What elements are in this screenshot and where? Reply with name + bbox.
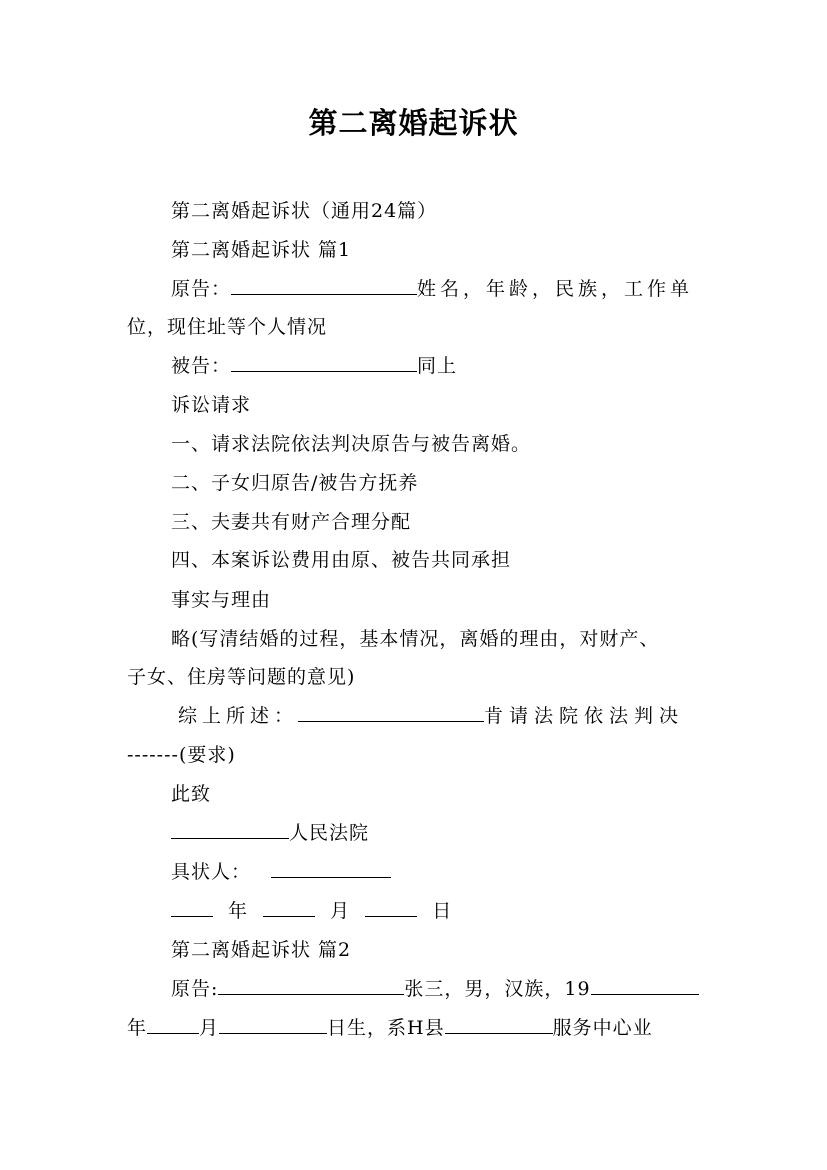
date-day-label: 日	[432, 900, 453, 922]
section-2-heading: 第二离婚起诉状 篇2	[171, 939, 352, 961]
claim-item-4: 四、本案诉讼费用由原、被告共同承担	[171, 549, 512, 571]
plaintiff-name-blank	[231, 276, 417, 295]
date-month-label: 月	[330, 900, 351, 922]
section-1-heading: 第二离婚起诉状 篇1	[171, 239, 352, 261]
plaintiff2-description: 张三，男，汉族，19	[404, 978, 591, 1000]
workplace-suffix: 服务中心业	[552, 1017, 653, 1039]
birth-month-label: 月	[199, 1017, 220, 1039]
plaintiff-description: 姓名，年龄，民族，工作单	[417, 278, 694, 300]
date-year-blank	[171, 898, 213, 917]
subtitle: 第二离婚起诉状（通用24篇）	[171, 200, 438, 222]
facts-line-2: 子女、住房等问题的意见)	[127, 666, 356, 688]
summary-line-2: -------(要求)	[127, 744, 236, 766]
birth-day-suffix: 日生，系H县	[327, 1017, 445, 1039]
summary-request: 肯请法院依法判决	[484, 705, 685, 727]
birth-year-label: 年	[127, 1017, 148, 1039]
birth-day-blank	[219, 1015, 327, 1034]
summary-label: 综上所述：	[178, 705, 299, 727]
date-day-blank	[365, 898, 417, 917]
plaintiff-label: 原告：	[171, 278, 232, 300]
plaintiff-line	[171, 275, 707, 303]
plaintiff2-name-blank	[218, 976, 404, 995]
defendant-label: 被告：	[171, 355, 232, 377]
facts-heading: 事实与理由	[171, 589, 272, 611]
salutation: 此致	[171, 783, 212, 805]
facts-line-1: 略(写清结婚的过程，基本情况，离婚的理由，对财产、	[171, 628, 660, 650]
summary-line	[178, 702, 714, 730]
birth-year-blank	[591, 976, 699, 995]
court-line	[171, 819, 707, 847]
workplace-blank	[445, 1015, 553, 1034]
claim-item-2: 二、子女归原告/被告方抚养	[171, 472, 419, 494]
defendant-line	[171, 352, 707, 380]
date-month-blank	[263, 898, 315, 917]
birth-month-blank	[147, 1015, 199, 1034]
claim-item-1: 一、请求法院依法判决原告与被告离婚。	[171, 433, 532, 455]
signer-label: 具状人：	[171, 861, 252, 883]
date-line	[171, 897, 707, 925]
signer-blank	[271, 859, 391, 878]
plaintiff-description-cont: 位，现住址等个人情况	[127, 316, 328, 338]
defendant-description: 同上	[417, 355, 458, 377]
summary-blank	[298, 703, 484, 722]
plaintiff2-label: 原告:	[171, 978, 219, 1000]
defendant-name-blank	[231, 353, 417, 372]
court-name-blank	[171, 820, 289, 839]
claims-heading: 诉讼请求	[171, 394, 252, 416]
document-title: 第二离婚起诉状	[308, 106, 519, 140]
claim-item-3: 三、夫妻共有财产合理分配	[171, 511, 412, 533]
plaintiff2-line	[171, 975, 707, 1003]
signer-line	[171, 858, 707, 886]
birth-line	[127, 1014, 707, 1042]
date-year-label: 年	[228, 900, 249, 922]
court-suffix: 人民法院	[289, 822, 370, 844]
